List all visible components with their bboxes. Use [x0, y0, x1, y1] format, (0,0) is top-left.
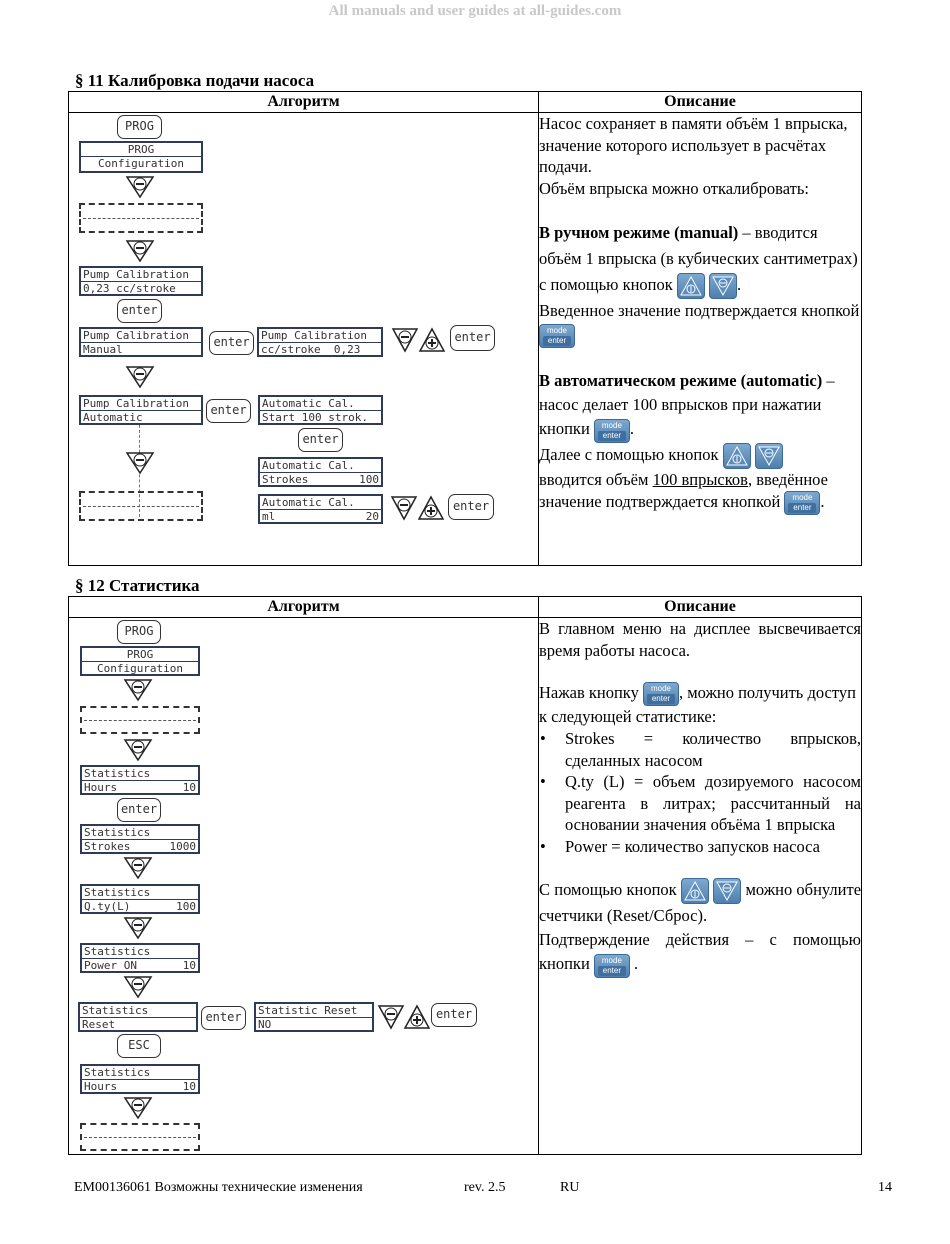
desc-confirm-paragraph: Введенное значение подтверждается кнопкой mode enter: [539, 299, 861, 348]
down-arrow-icon: [125, 451, 155, 475]
up-arrow-icon: [403, 1004, 431, 1030]
description-cell: [539, 618, 862, 1155]
enter-key: enter: [431, 1003, 477, 1027]
lcd-statistics-strokes: Statistics Strokes 1000: [80, 824, 200, 854]
down-button-icon: [755, 443, 783, 469]
algo-header: Алгоритм: [69, 597, 539, 618]
down-arrow-icon: [123, 678, 153, 702]
mode-enter-button-icon: mode enter: [594, 419, 630, 443]
enter-key: enter: [201, 1006, 246, 1030]
down-arrow-icon: [123, 975, 153, 999]
desc-confirm-paragraph: Подтверждение действия – с помощью кнопки mode enter .: [539, 928, 861, 977]
down-arrow-icon: [123, 856, 153, 880]
desc-auto-paragraph: В автоматическом режиме (automatic) – насос делает 100 впрысков при нажатии кнопки mode enter .: [539, 369, 861, 442]
section-11-title: § 11 Калибровка подачи насоса: [75, 71, 315, 90]
desc-paragraph: В главном меню на дисплее высвечивается время работы насоса.: [539, 619, 861, 660]
enter-key: enter: [206, 399, 251, 423]
prog-key: PROG: [117, 115, 162, 139]
lcd-prog-configuration: PROG Configuration: [79, 141, 203, 173]
footer-doc-id: EM00136061 Возможны технические изменения: [74, 1180, 363, 1195]
statistics-list: [539, 728, 861, 857]
enter-key: enter: [117, 299, 162, 323]
footer-language: RU: [560, 1180, 580, 1195]
lcd-statistics-hours: Statistics Hours 10: [80, 1064, 200, 1094]
algorithm-diagram: [69, 113, 538, 565]
down-button-icon: [713, 878, 741, 904]
watermark: All manuals and user guides at all-guides.com: [328, 3, 622, 19]
lcd-statistics-power: Statistics Power ON 10: [80, 943, 200, 973]
desc-further-paragraph: Далее с помощью кнопок вводится объём 100 впрысков, введённое значение подтверждается кнопкой mode enter .: [539, 443, 861, 515]
enter-key: enter: [450, 325, 495, 351]
lcd-automatic: Pump Calibration Automatic: [79, 395, 203, 425]
section-12-title: § 12 Статистика: [75, 576, 200, 595]
section-11-table: [68, 91, 862, 566]
enter-key: enter: [448, 494, 494, 520]
enter-key: enter: [298, 428, 343, 452]
desc-paragraph: Объём впрыска можно откалибровать:: [539, 178, 809, 198]
desc-paragraph: Насос сохраняет в памяти объём 1 впрыска, значение которого использует в расчётах подачи.: [539, 114, 848, 176]
list-item: • Strokes = количество впрысков, сделанных насосом: [565, 728, 861, 771]
prog-key: PROG: [117, 620, 161, 644]
esc-key: ESC: [117, 1034, 161, 1058]
desc-access-paragraph: Нажав кнопку mode enter , можно получить доступ к следующей статистике:: [539, 683, 856, 727]
desc-header: Описание: [539, 597, 862, 618]
desc-reset-paragraph: С помощью кнопок можно обнулите счетчики (Reset/Сброс).: [539, 880, 862, 926]
lcd-statistics-hours: Statistics Hours 10: [80, 765, 200, 795]
lcd-automatic-cal-start: Automatic Cal. Start 100 strok.: [258, 395, 383, 425]
algo-header: Алгоритм: [69, 92, 539, 113]
lcd-statistics-reset: Statistics Reset: [78, 1002, 198, 1032]
up-arrow-icon: [417, 495, 445, 521]
lcd-prog-configuration: PROG Configuration: [80, 646, 200, 676]
list-item: • Q.ty (L) = объем дозируемого насосом реагента в литрах; рассчитанный на основании значения объёма 1 впрыска: [565, 771, 861, 836]
mode-enter-button-icon: mode enter: [539, 324, 575, 348]
up-button-icon: [681, 878, 709, 904]
down-arrow-icon: [125, 175, 155, 199]
lcd-statistics-qty: Statistics Q.ty(L) 100: [80, 884, 200, 914]
lcd-automatic-cal-ml: Automatic Cal. ml 20: [258, 494, 383, 524]
lcd-statistic-reset: Statistic Reset NO: [254, 1002, 374, 1032]
down-button-icon: [709, 273, 737, 299]
page-number: 14: [878, 1180, 892, 1195]
menu-placeholder: [80, 1123, 200, 1151]
section-12-table: [68, 596, 862, 1155]
desc-manual-paragraph: В ручном режиме (manual) – вводится объём 1 впрыска (в кубических сантиметрах) с помощью кнопок .: [539, 220, 861, 299]
algorithm-diagram: [69, 618, 538, 1154]
down-arrow-icon: [123, 1096, 153, 1120]
down-arrow-icon: [123, 738, 153, 762]
desc-header: Описание: [539, 92, 862, 113]
lcd-cc-stroke: Pump Calibration cc/stroke 0,23: [257, 327, 383, 357]
mode-enter-button-icon: mode enter: [784, 491, 820, 515]
enter-key: enter: [209, 331, 254, 355]
enter-key: enter: [117, 798, 161, 822]
up-button-icon: [677, 273, 705, 299]
down-arrow-icon: [390, 495, 418, 521]
description-cell: [539, 113, 862, 566]
lcd-manual: Pump Calibration Manual: [79, 327, 203, 357]
list-item: • Power = количество запусков насоса: [565, 836, 861, 858]
mode-enter-button-icon: mode enter: [594, 954, 630, 978]
down-arrow-icon: [125, 239, 155, 263]
down-arrow-icon: [123, 916, 153, 940]
lcd-automatic-cal-strokes: Automatic Cal. Strokes 100: [258, 457, 383, 487]
footer-revision: rev. 2.5: [464, 1180, 506, 1195]
down-arrow-icon: [125, 365, 155, 389]
up-arrow-icon: [418, 327, 446, 353]
menu-placeholder: [79, 491, 203, 521]
up-button-icon: [723, 443, 751, 469]
menu-placeholder: [79, 203, 203, 233]
menu-placeholder: [80, 706, 200, 734]
down-arrow-icon: [391, 327, 419, 353]
mode-enter-button-icon: mode enter: [643, 682, 679, 706]
down-arrow-icon: [377, 1004, 405, 1030]
lcd-pump-calibration: Pump Calibration 0,23 cc/stroke: [79, 266, 203, 296]
